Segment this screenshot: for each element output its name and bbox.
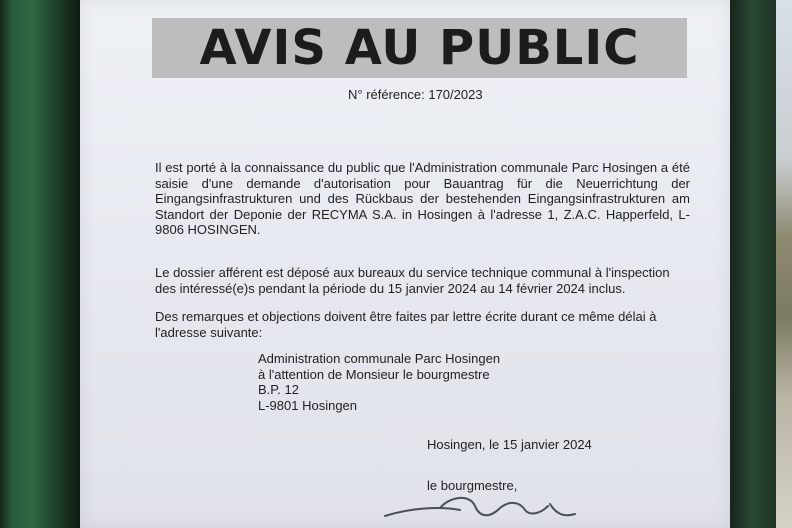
paragraph-dossier: Le dossier afférent est déposé aux bureaux du service technique communal à l'inspection des intéressé(e)s pendant la période du 15 janvier 2024 au 14 février 2024 inclus. xyxy=(155,265,670,296)
notice-title: AVIS AU PUBLIC xyxy=(199,20,640,76)
address-line: à l'attention de Monsieur le bourgmestre xyxy=(258,366,490,382)
address-line: B.P. 12 xyxy=(258,382,299,397)
notice-paper xyxy=(80,0,730,528)
address-line: Administration communale Parc Hosingen xyxy=(258,351,501,366)
address-line: L-9801 Hosingen xyxy=(258,397,358,413)
reference-number: N° référence: 170/2023 xyxy=(348,87,483,102)
green-post-left xyxy=(0,0,80,528)
paragraph-announcement: Il est porté à la connaissance du public que l'Administration communale Parc Hosingen a été saisie d'une demande d'autorisation pour Bauantrag für die Neuerrichtung der Eingangsinfrastrukturen und des Rückbaus der bestehenden Eingangsinfrastrukturen am Standort der Deponie der RECYMA S.A. in Hosingen à l'adresse 1, Z.A.C. Happerfeld, L-9806 HOSINGEN. xyxy=(155,160,690,237)
place-date: Hosingen, le 15 janvier 2024 xyxy=(427,437,592,452)
signatory-label: le bourgmestre, xyxy=(427,478,518,493)
paragraph-objections: Des remarques et objections doivent être faites par lettre écrite durant ce même délai à l'adresse suivante: xyxy=(155,309,657,340)
title-bar xyxy=(152,18,687,78)
handwritten-signature xyxy=(380,488,580,528)
address-block xyxy=(258,351,500,413)
